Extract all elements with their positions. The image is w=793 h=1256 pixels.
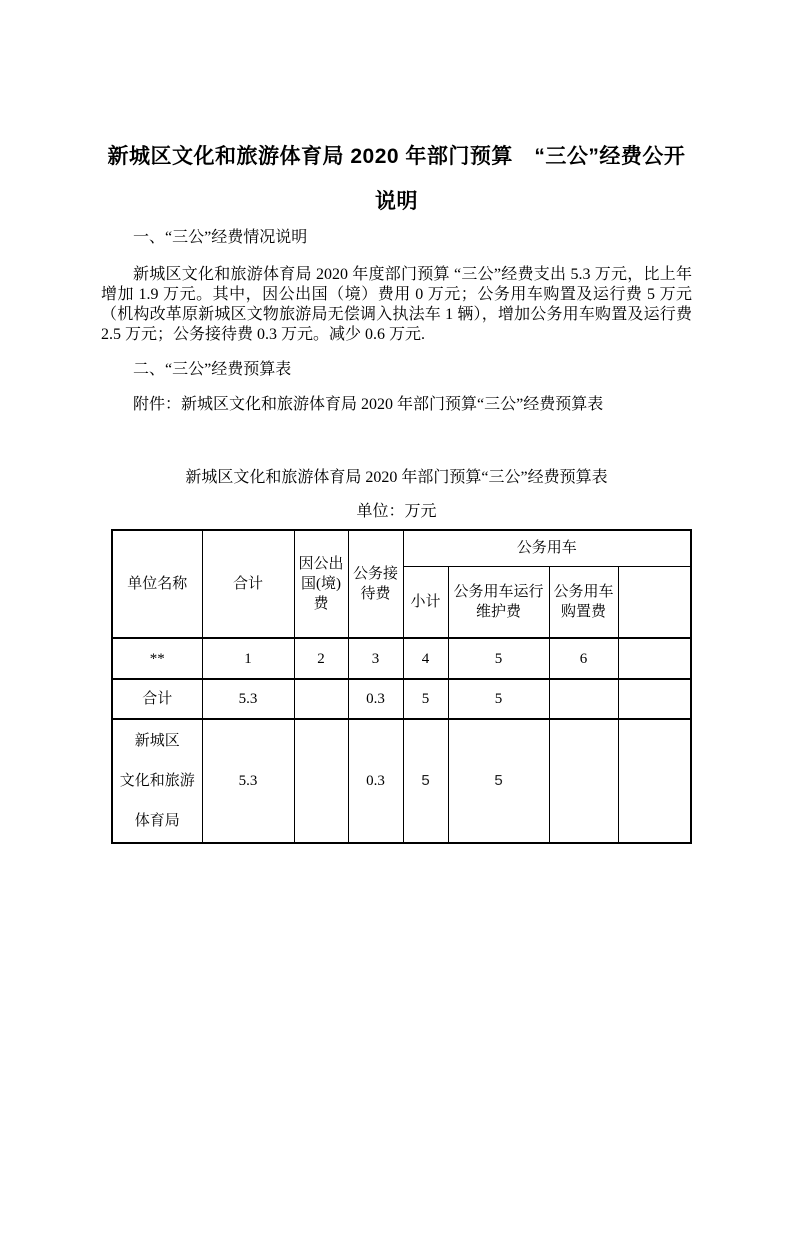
bureau-row	[112, 719, 691, 843]
bureau-row-value: 0.3	[348, 719, 403, 843]
header-vehicle-operation-fee: 公务用车运行维护费	[448, 566, 549, 638]
index-cell: 5	[448, 638, 549, 679]
bureau-row-value: 5	[448, 719, 549, 843]
total-row-value: 5	[403, 679, 448, 719]
index-cell: 4	[403, 638, 448, 679]
index-cell: 2	[294, 638, 348, 679]
index-cell: 6	[549, 638, 618, 679]
total-row-value: 5	[448, 679, 549, 719]
bureau-row-value: 5	[403, 719, 448, 843]
total-row-value	[549, 679, 618, 719]
document-title	[101, 134, 692, 224]
section-2-heading: 二、“三公”经费预算表	[133, 361, 292, 378]
bureau-row-value	[294, 719, 348, 843]
bureau-name-line: 文化和旅游	[119, 773, 195, 789]
total-row-value	[294, 679, 348, 719]
header-vehicle-purchase-fee: 公务用车购置费	[549, 566, 618, 638]
header-row-group	[112, 530, 691, 566]
header-unit-name: 单位名称	[112, 530, 202, 638]
header-reception-fee: 公务接待费	[348, 530, 403, 638]
section-1-heading: 一、“三公”经费情况说明	[133, 229, 308, 246]
column-index-row	[112, 638, 691, 679]
index-cell: 3	[348, 638, 403, 679]
header-empty-cell	[618, 566, 691, 638]
header-vehicle-subtotal: 小计	[403, 566, 448, 638]
bureau-row-value: 5.3	[202, 719, 294, 843]
budget-table	[111, 529, 692, 844]
header-vehicle-group: 公务用车	[403, 530, 691, 566]
index-cell: 1	[202, 638, 294, 679]
bureau-name-cell	[112, 719, 202, 843]
header-abroad-fee: 因公出国(境)费	[294, 530, 348, 638]
bureau-row-value	[549, 719, 618, 843]
total-row-label: 合计	[112, 679, 202, 719]
budget-disclosure-document	[0, 134, 793, 844]
title-line-2: 说明	[375, 190, 418, 213]
total-row-value	[618, 679, 691, 719]
total-row-value: 0.3	[348, 679, 403, 719]
attachment-line: 附件：新城区文化和旅游体育局 2020 年部门预算“三公”经费预算表	[133, 396, 604, 413]
document-page	[0, 134, 793, 1256]
title-line-1: 新城区文化和旅游体育局 2020 年部门预算 “三公”经费公开	[107, 145, 686, 168]
total-row	[112, 679, 691, 719]
bureau-row-value	[618, 719, 691, 843]
index-cell: **	[112, 638, 202, 679]
budget-table-title: 新城区文化和旅游体育局 2020 年部门预算“三公”经费预算表	[185, 469, 608, 486]
total-row-value: 5.3	[202, 679, 294, 719]
bureau-name-line: 新城区	[134, 733, 180, 749]
bureau-name-line: 体育局	[134, 813, 180, 829]
index-cell	[618, 638, 691, 679]
header-total: 合计	[202, 530, 294, 638]
expense-description-paragraph: 新城区文化和旅游体育局 2020 年度部门预算 “三公”经费支出 5.3 万元，比上年增加 1.9 万元。其中，因公出国（境）费用 0 万元；公务用车购置及运行费 5 万元（机构改革原新城区文物旅游局无偿调入执法车 1 辆），增加公务用车购置及运行费 2.5 万元；公务接待费 0.3 万元。减少 0.6 万元.	[101, 266, 692, 343]
table-unit-note: 单位：万元	[356, 503, 437, 520]
